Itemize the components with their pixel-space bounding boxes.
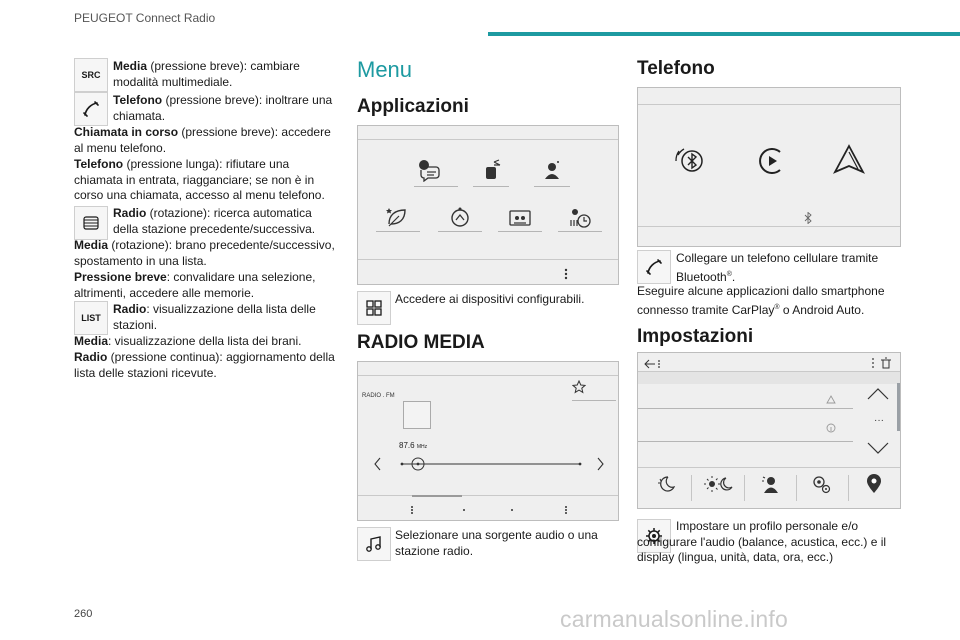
watermark: carmanualsonline.info: [560, 606, 788, 632]
android-auto-icon[interactable]: [832, 144, 866, 176]
scroll-up-icon[interactable]: [866, 387, 890, 401]
telefono-heading: Telefono: [637, 58, 715, 79]
bottom-nav-dots[interactable]: [410, 505, 570, 515]
radio-media-caption: Selezionare una sorgente audio o una stazione radio.: [395, 528, 598, 558]
warning-icon: [826, 395, 836, 404]
item-telefono-long: Telefono (pressione lunga): rifiutare una chiamata in entrata, riagganciare; se non è in corso una chiamata, accesso al menu telefono.: [74, 157, 325, 202]
menu-heading: Menu: [357, 57, 413, 82]
running-header: PEUGEOT Connect Radio: [74, 11, 216, 25]
night-mode-icon[interactable]: [656, 475, 676, 493]
list-icon: LIST: [74, 301, 108, 335]
frequency-readout: 87.6 MHz: [399, 441, 428, 450]
item-media-list: Media: visualizzazione della lista dei brani.: [74, 334, 302, 348]
scrollbar[interactable]: [897, 383, 900, 431]
music-note-icon: [357, 527, 391, 561]
item-telefono-short: Telefono (pressione breve): inoltrare una chiamata.: [113, 93, 333, 123]
station-artwork: [403, 401, 431, 429]
phone-icon: [74, 92, 108, 126]
favorite-star-icon[interactable]: [572, 380, 586, 394]
trash-icon[interactable]: [871, 357, 895, 369]
connected-device-icon[interactable]: [482, 159, 502, 181]
phone-icon-2: [637, 250, 671, 284]
impostazioni-caption: Impostare un profilo personale e/o configurare l'audio (balance, acustica, ecc.) e il display (lingua, unità, data, ora, ecc.): [637, 519, 887, 564]
telefono-caption-2: Eseguire alcune applicazioni dallo smartphone connesso tramite CarPlay® o Android Auto.: [637, 284, 885, 317]
scroll-down-icon[interactable]: [866, 441, 890, 455]
applications-grid-icon: [357, 291, 391, 325]
eco-leaf-icon[interactable]: [385, 206, 409, 228]
item-radio-list: Radio: visualizzazione della lista delle stazioni.: [113, 302, 316, 332]
band-label: RADIO . FM: [362, 393, 395, 399]
telefono-screen: [637, 87, 901, 247]
item-radio-continuous: Radio (pressione continua): aggiornamento della lista delle stazioni ricevute.: [74, 350, 335, 380]
frequency-slider[interactable]: [372, 454, 606, 474]
applicazioni-heading: Applicazioni: [357, 96, 469, 117]
item-pressione-breve: Pressione breve: convalidare una selezione, altrimenti, accedere alle memorie.: [74, 270, 316, 300]
profile-settings-icon[interactable]: [760, 474, 780, 494]
carplay-icon[interactable]: [756, 144, 788, 178]
brightness-icon[interactable]: [704, 475, 734, 493]
user-profile-icon[interactable]: [542, 159, 562, 181]
climate-timer-icon[interactable]: [568, 206, 592, 230]
item-media-short: Media (pressione breve): cambiare modalità multimediale.: [113, 59, 300, 89]
applicazioni-screen: [357, 125, 619, 285]
driving-settings-icon[interactable]: [448, 206, 472, 228]
car-parameters-icon[interactable]: [508, 208, 532, 228]
item-chiamata: Chiamata in corso (pressione breve): accedere al menu telefono.: [74, 125, 331, 155]
bluetooth-icon[interactable]: [674, 143, 710, 179]
info-icon: [826, 423, 836, 433]
impostazioni-heading: Impostazioni: [637, 326, 754, 347]
item-media-rotation: Media (rotazione): brano precedente/successivo, spostamento in una lista.: [74, 238, 335, 268]
radio-media-heading: RADIO MEDIA: [357, 332, 485, 353]
page-number: 260: [74, 608, 93, 620]
back-arrow-icon[interactable]: [644, 359, 662, 369]
settings-gear-icon[interactable]: [810, 473, 832, 495]
location-settings-icon[interactable]: [864, 473, 884, 495]
radio-media-screen: [357, 361, 619, 521]
impostazioni-screen: [637, 352, 901, 509]
bluetooth-status-icon: [804, 212, 812, 224]
src-icon: SRC: [74, 58, 108, 92]
rotary-knob-icon: [74, 206, 108, 240]
tab-indicator: [412, 495, 462, 497]
more-options-icon[interactable]: [564, 268, 568, 280]
page-dots: ···: [874, 415, 884, 426]
item-radio-rotation: Radio (rotazione): ricerca automatica della stazione precedente/successiva.: [113, 206, 316, 236]
applicazioni-caption: Accedere ai dispositivi configurabili.: [395, 292, 585, 306]
messages-app-icon[interactable]: [416, 158, 442, 182]
header-accent-bar: [488, 32, 960, 36]
telefono-caption-1: Collegare un telefono cellulare tramite Bluetooth®.: [676, 251, 879, 284]
